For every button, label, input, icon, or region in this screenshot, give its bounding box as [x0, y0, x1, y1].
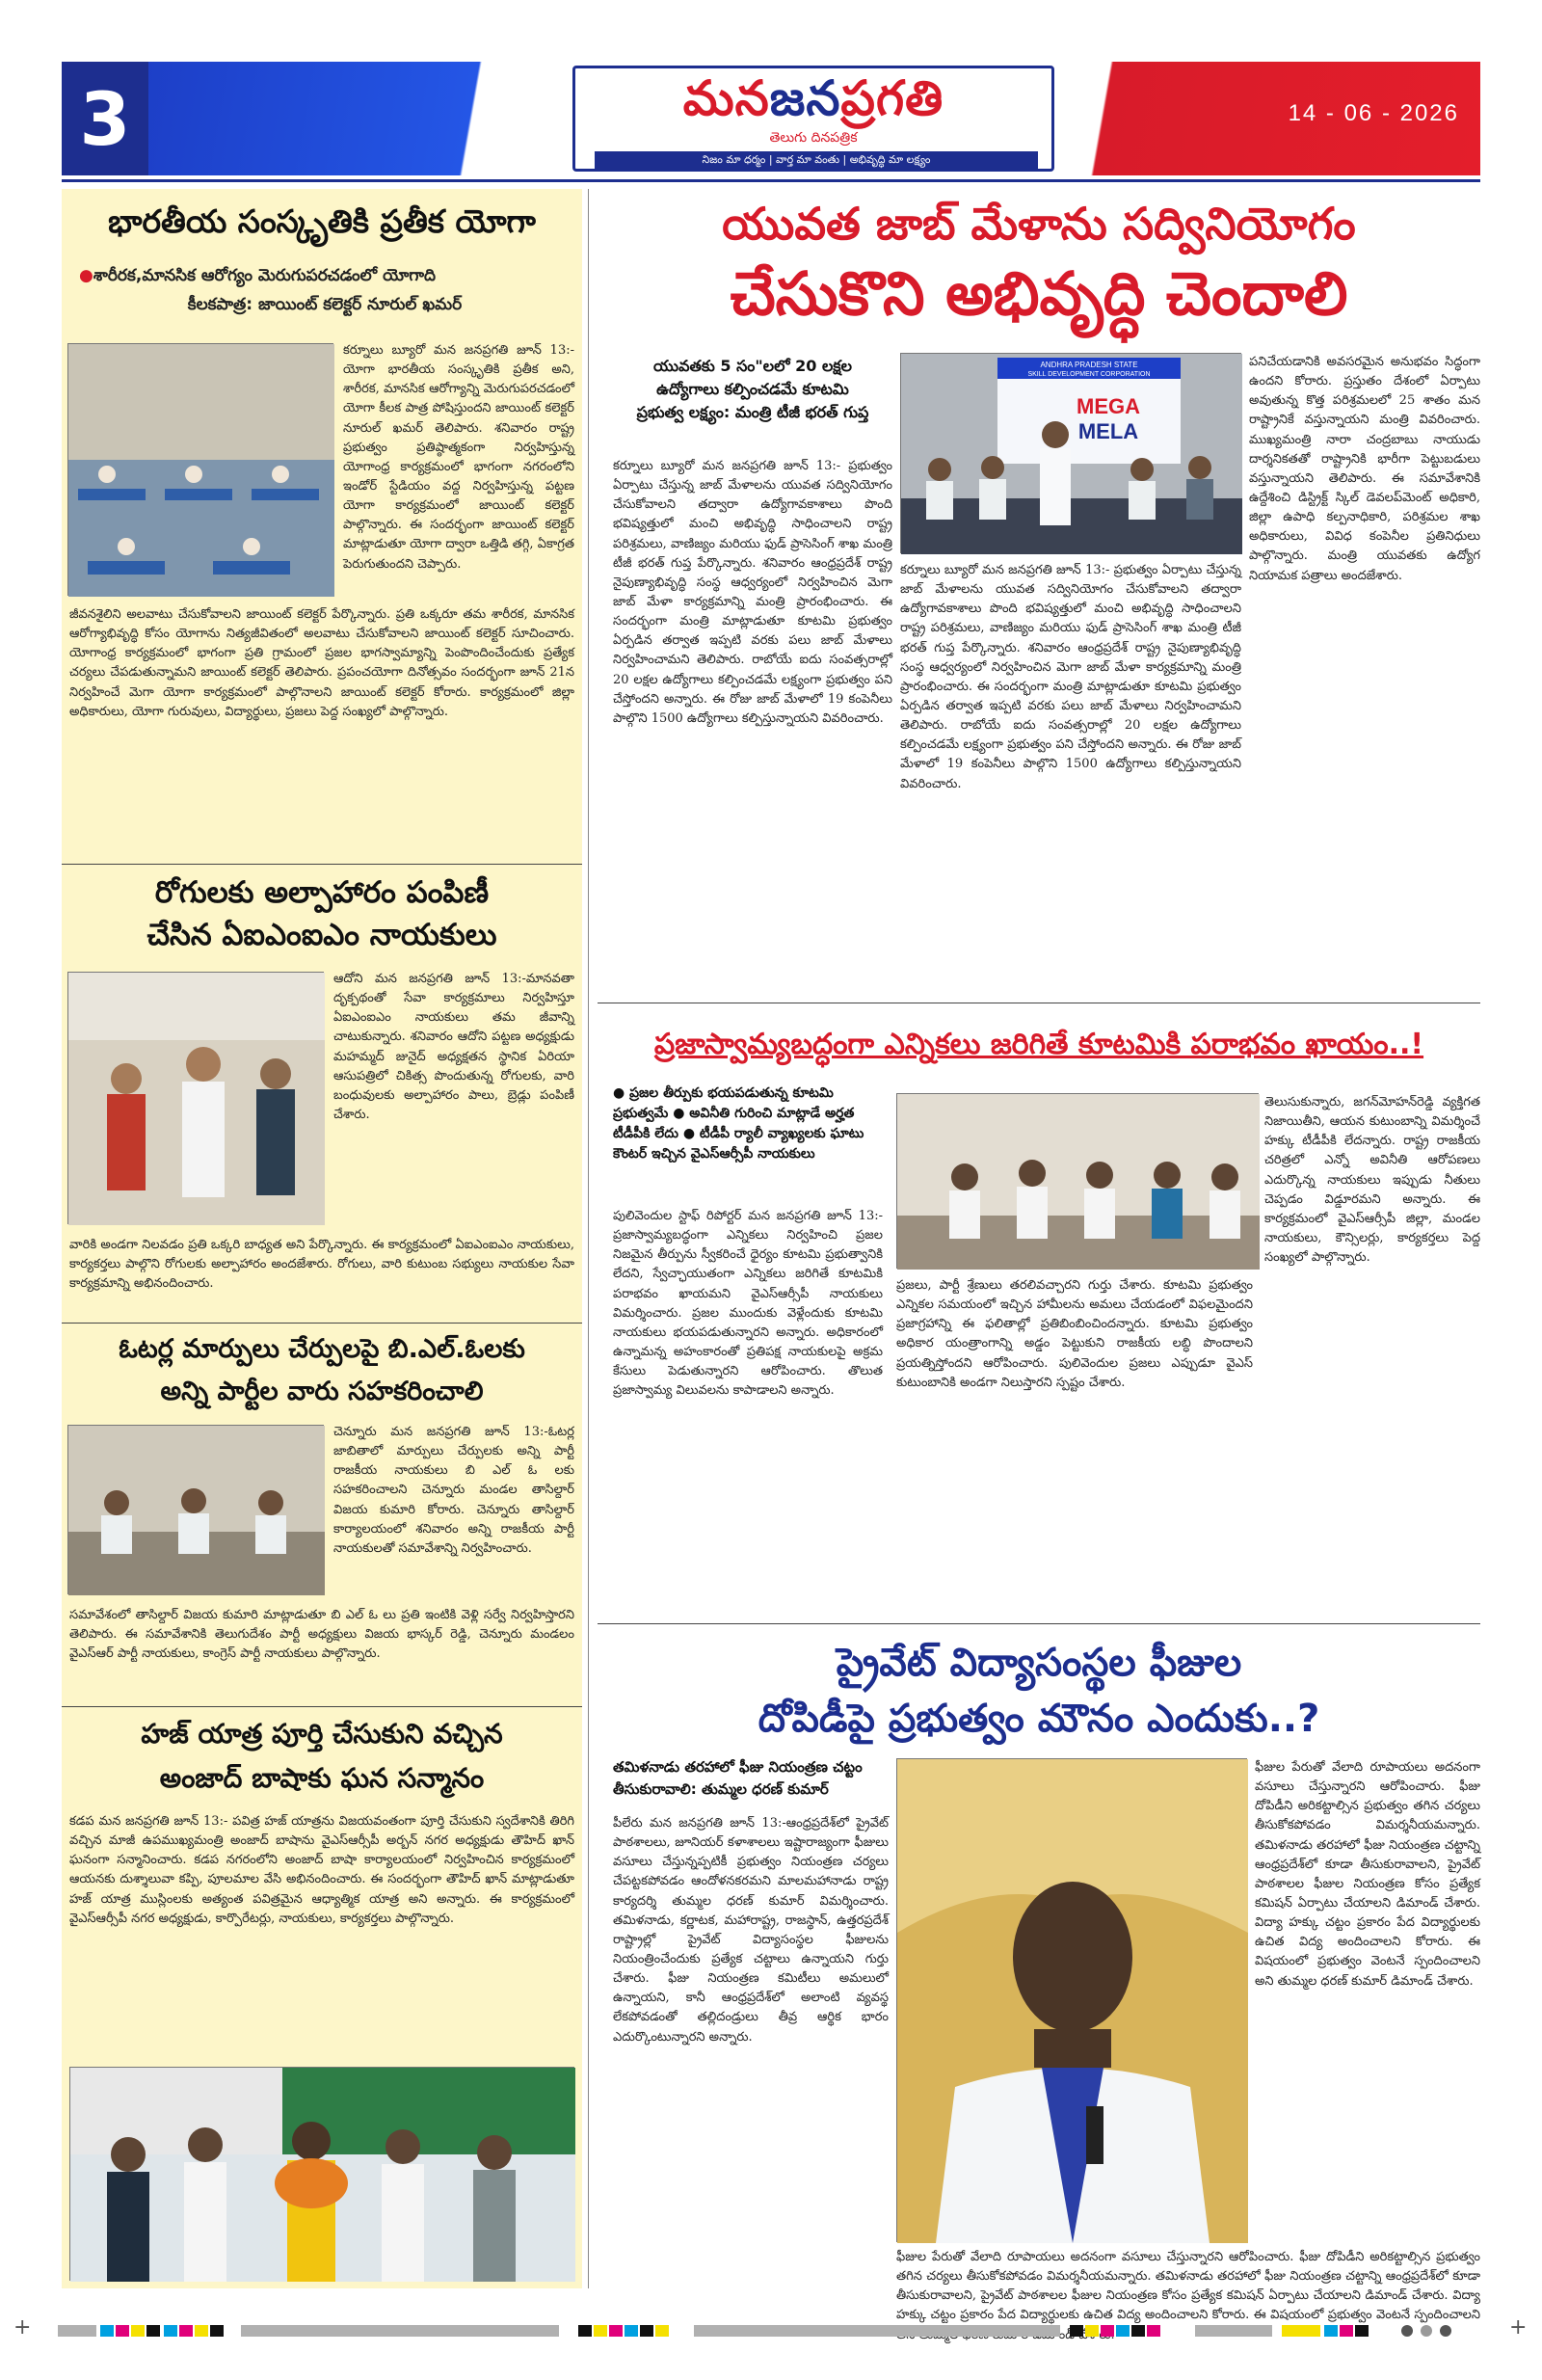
job-body-right: పనిచేయడానికి అవసరమైన అనుభవం సిద్ధంగా ఉందని కోరారు. ప్రస్తుతం దేశంలో ఏర్పాటు అవుతున్న కొత్త పరిశ్రమలలో 25 శాతం మన రాష్ట్రానికే వస్తున్నాయని మంత్రి వివరించారు. ముఖ్యమంత్రి నారా చంద్రబాబు నాయుడు దార్శనికతతో రాష్ట్రానికి భారీగా పెట్టుబడులు వస్తున్నాయని తెలిపారు. ఈ సమావేశానికి ఉద్దేశించి డిస్ట్రిక్ట్ స్కిల్ డెవలప్‌మెంట్ అధికారి, జిల్లా ఉపాధి కల్పనాధికారి, పరిశ్రమల శాఖ అధికారులు, వివిధ కంపెనీల ప్రతినిధులు పాల్గొన్నారు. మంత్రి యువతకు ఉద్యోగ నియామక పత్రాలు అందజేశారు.	[1249, 355, 1480, 583]
banner-text-1: ANDHRA PRADESH STATE	[1040, 361, 1138, 369]
logo-tagline: నిజం మా ధర్మం | వార్త మా వంతు | అభివృద్ధి మా లక్ష్యం	[595, 151, 1038, 169]
voters-body-beside: చెన్నూరు మన జనప్రగతి జూన్ 13:-ఓటర్ల జాబితాలో మార్పులు చేర్పులకు అన్ని పార్టీ రాజకీయ నాయకులు బి ఎల్ ఓ లకు సహకరించాలని చెన్నూరు మండల తాసిల్దార్ విజయ కుమారి కోరారు. చెన్నూరు తాసిల్దార్ కార్యాలయంలో శనివారం అన్ని రాజకీయ పార్టీ నాయకులతో సమావేశాన్ని నిర్వహించారు.	[333, 1425, 574, 1556]
voters-headline-2: అన్ని పార్టీల వారు సహకరించాలి	[160, 1377, 484, 1406]
election-body-right: తెలుసుకున్నారు, జగన్‌మోహన్‌రెడ్డి వ్యక్తిగత నిజాయితీని, ఆయన కుటుంబాన్ని విమర్శించే హక్కు టీడీపీకి లేదన్నారు. రాష్ట్ర రాజకీయ చరిత్రలో ఎన్నో అవినీతి ఆరోపణలు ఎదుర్కొన్న నాయకులు ఇప్పుడు నీతులు చెప్పడం విడ్డూరమని అన్నారు. ఈ కార్యక్రమంలో వైఎస్ఆర్సీపీ జిల్లా, మండల నాయకులు, కౌన్సిలర్లు, కార్యకర్తలు పెద్ద సంఖ్యలో పాల్గొన్నారు.	[1264, 1095, 1480, 1266]
column-rule	[588, 189, 589, 2288]
banner-text-2: SKILL DEVELOPMENT CORPORATION	[1027, 371, 1151, 378]
masthead-blue-band	[148, 62, 601, 175]
food-headline-2: చేసిన ఏఐఎంఐఎం నాయకులు	[146, 918, 497, 952]
fees-body-right: ఫీజుల పేరుతో వేలాది రూపాయలు అదనంగా వసూలు చేస్తున్నారని ఆరోపించారు. ఫీజు దోపిడీని అరికట్టాల్సిన ప్రభుత్వం తగిన చర్యలు తీసుకోకపోవడం విమర్శనీయమన్నారు. తమిళనాడు తరహాలో ఫీజు నియంత్రణ చట్టాన్ని ఆంధ్రప్రదేశ్‌లో కూడా తీసుకురావాలని, ప్రైవేట్ పాఠశాలల ఫీజుల నియంత్రణ కోసం ప్రత్యేక కమిషన్ ఏర్పాటు చేయాలని డిమాండ్ చేశారు. విద్యా హక్కు చట్టం ప్రకారం పేద విద్యార్థులకు ఉచిత విద్య అందించాలని కోరారు. ఈ విషయంలో ప్రభుత్వం వెంటనే స్పందించాలని అని తుమ్మల ధరణ్ కుమార్ డిమాండ్ చేశారు.	[1255, 1760, 1480, 1989]
masthead	[62, 62, 1480, 175]
food-headline: రోగులకు అల్పాహారం పంపిణీ	[154, 875, 490, 910]
job-body-left: కర్నూలు బ్యూరో మన జనప్రగతి జూన్ 13:- ప్రభుత్వం ఏర్పాటు చేస్తున్న జాబ్ మేళాలను యువత సద్వినియోగం చేసుకోవాలని తద్వారా ఉద్యోగావకాశాలు పొంది భవిష్యత్తులో మంచి అభివృద్ధి సాధించాలని రాష్ట్ర పరిశ్రమలు, వాణిజ్యం మరియు ఫుడ్ ప్రాసెసింగ్ శాఖ మంత్రి టీజీ భరత్ గుప్త పేర్కొన్నారు. శనివారం ఆంధ్రప్రదేశ్ రాష్ట్ర నైపుణ్యాభివృద్ధి సంస్థ ఆధ్వర్యంలో నిర్వహించిన మెగా జాబ్ మేళా కార్యక్రమాన్ని మంత్రి ప్రారంభించారు. ఈ సందర్భంగా మంత్రి మాట్లాడుతూ కూటమి ప్రభుత్వం ఏర్పడిన తర్వాత ఇప్పటి వరకు పలు జాబ్ మేళాలు నిర్వహించామని తెలిపారు. రాబోయే ఐదు సంవత్సరాల్లో 20 లక్షల ఉద్యోగాలు కల్పించడమే లక్ష్యంగా ప్రభుత్వం పని చేస్తోందని అన్నారు. ఈ రోజు జాబ్ మేళాలో 19 కంపెనీలు పాల్గొని 1500 ఉద్యోగాలు కల్పిస్తున్నాయని వివరించారు.	[613, 459, 892, 726]
election-headline: ప్రజాస్వామ్యబద్ధంగా ఎన్నికలు జరిగితే కూటమికి పరాభవం ఖాయం..!	[653, 1028, 1424, 1061]
newspaper-logo	[572, 66, 1054, 172]
banner-text-4: MELA	[1077, 419, 1139, 443]
election-subhead: ● ప్రజల తీర్పుకు భయపడుతున్న కూటమి ప్రభుత్వమే ● అవినీతి గురించి మాట్లాడే అర్హత టీడీపీకి లేదు ● టీడీపీ ర్యాలీ వ్యాఖ్యలకు ఘాటు కౌంటర్ ఇచ్చిన వైఎస్ఆర్సీపీ నాయకులు	[613, 1085, 864, 1162]
job-headline: యువత జాబ్ మేళాను సద్వినియోగం	[722, 198, 1356, 250]
job-mela-photo	[900, 353, 1241, 553]
haj-headline-2: అంజాద్ బాషాకు ఘన సన్మానం	[159, 1762, 485, 1794]
election-body-mid: ప్రజలు, పార్టీ శ్రేణులు తరలివచ్చారని గుర్తు చేశారు. కూటమి ప్రభుత్వం ఎన్నికల సమయంలో ఇచ్చిన హామీలను అమలు చేయడంలో విఫలమైందని ప్రజాగ్రహాన్ని ఈ ఫలితాల్లో ప్రతిబింబించిందన్నారు. కూటమి ప్రభుత్వం అధికార యంత్రాంగాన్ని అడ్డం పెట్టుకుని రాజకీయ లబ్ధి పొందాలని ప్రయత్నిస్తోందని ఆరోపించారు. పులివెందుల ప్రజలు ఎప్పుడూ వైఎస్ కుటుంబానికి అండగా నిలుస్తారని స్పష్టం చేశారు.	[896, 1278, 1253, 1390]
divider	[62, 1706, 582, 1707]
voters-body: సమావేశంలో తాసిల్దార్ విజయ కుమారి మాట్లాడుతూ బి ఎల్ ఓ లు ప్రతి ఇంటికి వెళ్లి సర్వే నిర్వహిస్తారని తెలిపారు. ఈ సమావేశానికి తెలుగుదేశం పార్టీ అధ్యక్షులు విజయ భాస్కర్ రెడ్డి, చెన్నూరు మండలం వైఎస్ఆర్ పార్టీ నాయకులు, కాంగ్రెస్ పార్టీ నాయకులు పాల్గొన్నారు.	[69, 1608, 574, 1662]
fees-body-bottom: ఫీజుల పేరుతో వేలాది రూపాయలు అదనంగా వసూలు చేస్తున్నారని ఆరోపించారు. ఫీజు దోపిడీని అరికట్టాల్సిన ప్రభుత్వం తగిన చర్యలు తీసుకోకపోవడం విమర్శనీయమన్నారు. తమిళనాడు తరహాలో ఫీజు నియంత్రణ చట్టాన్ని ఆంధ్రప్రదేశ్‌లో కూడా తీసుకురావాలని, ప్రైవేట్ పాఠశాలల ఫీజుల నియంత్రణ కోసం ప్రత్యేక కమిషన్ ఏర్పాటు చేయాలని డిమాండ్ చేశారు. విద్యా హక్కు చట్టం ప్రకారం పేద విద్యార్థులకు ఉచిత విద్య అందించాలని కోరారు. ఈ విషయంలో ప్రభుత్వం వెంటనే స్పందించాలని	[896, 2250, 1480, 2323]
registration-mark-icon: +	[13, 2315, 32, 2340]
yoga-headline: భారతీయ సంస్కృతికి ప్రతీక యోగా	[108, 202, 536, 240]
job-headline-2: చేసుకొని అభివృద్ధి చెందాలి	[730, 258, 1348, 329]
food-body: వారికి అండగా నిలవడం ప్రతి ఒక్కరి బాధ్యత అని పేర్కొన్నారు. ఈ కార్యక్రమంలో ఏఐఎంఐఎం నాయకులు, కార్యకర్తలు పాల్గొని రోగులకు అల్పాహారం అందజేశారు. రోగులు, వారి కుటుంబ సభ్యులు నాయకుల సేవా కార్యక్రమాన్ని అభినందించారు.	[69, 1238, 574, 1292]
fees-subhead: తమిళనాడు తరహాలో ఫీజు నియంత్రణ చట్టం తీసుకురావాలి: తుమ్మల ధరణ్ కుమార్	[613, 1758, 863, 1798]
press-meet-photo	[896, 1093, 1259, 1269]
fees-headline: ప్రైవేట్ విద్యాసంస్థల ఫీజుల	[836, 1641, 1242, 1685]
felicitation-photo	[69, 2067, 574, 2281]
logo-subtitle: తెలుగు దినపత్రిక	[769, 130, 858, 146]
voters-headline: ఓటర్ల మార్పులు చేర్పులపై బి.ఎల్.ఓలకు	[119, 1334, 525, 1364]
masthead-divider	[62, 179, 1480, 182]
banner-text-3: MEGA	[1077, 394, 1140, 418]
print-color-bar	[0, 2315, 1542, 2340]
divider	[62, 864, 582, 865]
job-body-center: కర్నూలు బ్యూరో మన జనప్రగతి జూన్ 13:- ప్రభుత్వం ఏర్పాటు చేస్తున్న జాబ్ మేళాలను యువత సద్వినియోగం చేసుకోవాలని తద్వారా ఉద్యోగావకాశాలు పొంది భవిష్యత్తులో మంచి అభివృద్ధి సాధించాలని రాష్ట్ర పరిశ్రమలు, వాణిజ్యం మరియు ఫుడ్ ప్రాసెసింగ్ శాఖ మంత్రి టీజీ భరత్ గుప్త పేర్కొన్నారు. శనివారం ఆంధ్రప్రదేశ్ రాష్ట్ర నైపుణ్యాభివృద్ధి సంస్థ ఆధ్వర్యంలో నిర్వహించిన మెగా జాబ్ మేళా కార్యక్రమాన్ని మంత్రి ప్రారంభించారు. ఈ సందర్భంగా మంత్రి మాట్లాడుతూ కూటమి ప్రభుత్వం ఏర్పడిన తర్వాత ఇప్పటి వరకు పలు జాబ్ మేళాలు నిర్వహించామని తెలిపారు. రాబోయే ఐదు సంవత్సరాల్లో 20 లక్షల ఉద్యోగాలు కల్పించడమే లక్ష్యంగా ప్రభుత్వం పని చేస్తోందని అన్నారు. ఈ రోజు జాబ్ మేళాలో 19 కంపెనీలు పాల్గొని 1500 ఉద్యోగాలు కల్పిస్తున్నాయని వివరించారు.	[900, 563, 1241, 791]
divider	[598, 1623, 1480, 1624]
left-column	[62, 189, 582, 2288]
fees-headline-2: దోపిడీపై ప్రభుత్వం మౌనం ఎందుకు..?	[758, 1697, 1320, 1741]
yoga-kicker: ●శారీరక,మానసిక ఆరోగ్యం మెరుగుపరచడంలో యోగాది	[79, 266, 437, 285]
speaker-photo	[896, 1758, 1247, 2242]
page-number: 3	[62, 62, 148, 175]
yoga-kicker-2: కీలకపాత్ర: జాయింట్ కలెక్టర్ నూరుల్ ఖమర్	[187, 295, 463, 314]
haj-headline: హజ్ యాత్ర పూర్తి చేసుకుని వచ్చిన	[141, 1718, 503, 1750]
job-subhead: యువతకు 5 సం"లలో 20 లక్షల ఉద్యోగాలు కల్పించడమే కూటమి ప్రభుత్వ లక్ష్యం: మంత్రి టీజీ భరత్ గుప్త	[636, 357, 869, 421]
food-body-beside: ఆదోని మన జనప్రగతి జూన్ 13:-మానవతా దృక్పథంతో సేవా కార్యక్రమాలు నిర్వహిస్తూ ఏఐఎంఐఎం నాయకులు తమ జీవాన్ని చాటుకున్నారు. శనివారం ఆదోని పట్టణ అధ్యక్షుడు మహమ్మద్ జునైద్ అధ్యక్షతన స్థానిక ఏరియా ఆసుపత్రిలో చికిత్స పొందుతున్న రోగులకు, వారి బంధువులకు అల్పాహారం పాలు, బ్రెడ్లు పంపిణీ చేశారు.	[333, 972, 574, 1122]
election-body-left: పులివెందుల స్టాఫ్ రిపోర్టర్ మన జనప్రగతి జూన్ 13:-ప్రజాస్వామ్యబద్ధంగా ఎన్నికలు నిర్వహించి ప్రజల నిజమైన తీర్పును స్వీకరించే ధైర్యం కూటమి ప్రభుత్వానికి లేదని, స్వేచ్ఛాయుతంగా ఎన్నికలు జరిగితే కూటమికి పరాభవం ఖాయమని వైఎస్ఆర్సీపీ నాయకులు విమర్శించారు. ప్రజల ముందుకు వెళ్లేందుకు కూటమి నాయకులు భయపడుతున్నారని అన్నారు. అధికారంలో ఉన్నామన్న అహంకారంతో ప్రతిపక్ష నాయకులపై అక్రమ కేసులు పెడుతున్నారని ఆరోపించారు. తొలుత ప్రజాస్వామ్య విలువలను కాపాడాలని అన్నారు.	[613, 1209, 883, 1399]
haj-body: కడప మన జనప్రగతి జూన్ 13:- పవిత్ర హజ్ యాత్రను విజయవంతంగా పూర్తి చేసుకుని స్వదేశానికి తిరిగి వచ్చిన మాజీ ఉపముఖ్యమంత్రి అంజాద్ బాషాను వైఎస్ఆర్సీపీ అర్బన్ నగర అధ్యక్షుడు తౌహిద్ ఖాన్ ఘనంగా సన్మానించారు. కడప నగరంలోని అంజాద్ బాషా కార్యాలయంలో నిర్వహించిన కార్యక్రమంలో ఆయనకు దుశ్శాలువా కప్పి, పూలమాల వేసి అభినందించారు. ఈ సందర్భంగా తౌహిద్ ఖాన్ మాట్లాడుతూ హజ్ యాత్ర ముస్లింలకు అత్యంత పవిత్రమైన ఆధ్యాత్మిక యాత్ర అని అన్నారు. ఈ కార్యక్రమంలో వైఎస్ఆర్సీపీ నగర అధ్యక్షుడు, కార్పొరేటర్లు, నాయకులు, కార్యకర్తలు పాల్గొన్నారు.	[69, 1814, 574, 1926]
yoga-body: జీవనశైలిని అలవాటు చేసుకోవాలని జాయింట్ కలెక్టర్ పేర్కొన్నారు. ప్రతి ఒక్కరూ తమ శారీరక, మానసిక ఆరోగ్యాభివృద్ధి కోసం యోగాను నిత్యజీవితంలో అలవాటు చేసుకోవాలని జాయింట్ కలెక్టర్ సూచించారు. యోగాంధ్ర కార్యక్రమంలో భాగంగా ప్రతి గ్రామంలో ప్రజల భాగస్వామ్యాన్ని పెంపొందించేందుకు ప్రత్యేక చర్యలు చేపడుతున్నామని జాయింట్ కలెక్టర్ తెలిపారు. ప్రపంచయోగా దినోత్సవం సందర్భంగా జూన్ 21న నిర్వహించే మెగా యోగా కార్యక్రమంలో పాల్గొనాలని జాయింట్ కలెక్టర్ కోరారు. కార్యక్రమంలో జిల్లా అధికారులు, యోగా గురువులు, విద్యార్థులు, ప్రజలు పెద్ద సంఖ్యలో పాల్గొన్నారు.	[69, 607, 574, 719]
yoga-body-beside: కర్నూలు బ్యూరో మన జనప్రగతి జూన్ 13:- యోగా భారతీయ సంస్కృతికి ప్రతీక అని, శారీరక, మానసిక ఆరోగ్యాన్ని మెరుగుపరచడంలో యోగా కీలక పాత్ర పోషిస్తుందని జాయింట్ కలెక్టర్ నూరుల్ ఖమర్ తెలిపారు. శనివారం రాష్ట్ర ప్రభుత్వం ప్రతిష్ఠాత్మకంగా నిర్వహిస్తున్న యోగాంధ్ర కార్యక్రమంలో భాగంగా నగరంలోని ఇండోర్ స్టేడియం వద్ద నిర్వహిస్తున్న పట్టణ యోగా కార్యక్రమంలో జాయింట్ కలెక్టర్ పాల్గొన్నారు. ఈ సందర్భంగా జాయింట్ కలెక్టర్ మాట్లాడుతూ యోగా ద్వారా ఒత్తిడి తగ్గి, ఏకాగ్రత పెరుగుతుందని చెప్పారు.	[343, 343, 574, 572]
issue-date: 14 - 06 - 2026	[1288, 100, 1459, 126]
yoga-photo	[67, 343, 333, 596]
food-photo	[67, 972, 324, 1224]
meeting-photo	[67, 1425, 324, 1594]
registration-mark-icon: +	[1509, 2315, 1528, 2340]
fees-body-left: పీలేరు మన జనప్రగతి జూన్ 13:-ఆంధ్రప్రదేశ్‌లో ప్రైవేట్ పాఠశాలలు, జూనియర్ కళాశాలలు ఇష్టారాజ్యంగా ఫీజులు వసూలు చేస్తున్నప్పటికీ ప్రభుత్వం నియంత్రణ చర్యలు చేపట్టకపోవడం ఆందోళనకరమని మాలమహానాడు రాష్ట్ర కార్యదర్శి తుమ్మల ధరణ్ కుమార్ విమర్శించారు. తమిళనాడు, కర్ణాటక, మహారాష్ట్ర, రాజస్థాన్, ఉత్తరప్రదేశ్ రాష్ట్రాల్లో ప్రైవేట్ విద్యాసంస్థల ఫీజులను నియంత్రించేందుకు ప్రత్యేక చట్టాలు ఉన్నాయని గుర్తు చేశారు. ఫీజు నియంత్రణ కమిటీలు అమలులో ఉన్నాయని, కానీ ఆంధ్రప్రదేశ్‌లో అలాంటి వ్యవస్థ లేకపోవడంతో తల్లిదండ్రులు తీవ్ర ఆర్థిక భారం ఎదుర్కొంటున్నారని అన్నారు.	[613, 1816, 889, 2045]
divider	[62, 1323, 582, 1324]
logo-title: మనజనప్రగతి	[682, 70, 944, 126]
